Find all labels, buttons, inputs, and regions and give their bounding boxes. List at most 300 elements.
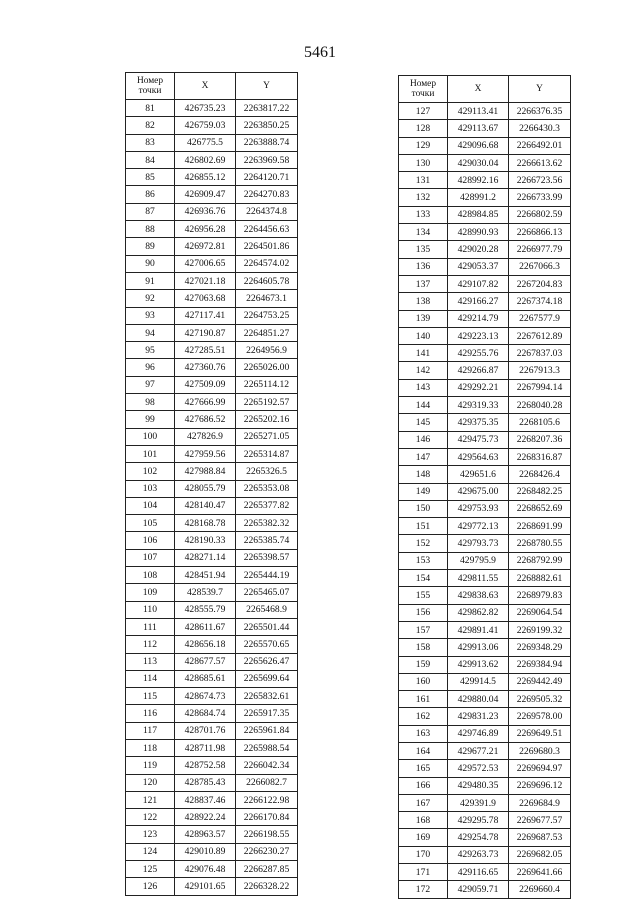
cell-point-number: 129 (399, 137, 448, 154)
header-x: X (175, 73, 236, 100)
table-row (126, 411, 298, 428)
cell-x: 429295.78 (448, 812, 509, 829)
cell-y: 2269505.32 (509, 691, 571, 708)
cell-point-number: 126 (126, 878, 175, 895)
cell-y: 2266082.7 (236, 774, 298, 791)
table-row (399, 431, 571, 448)
cell-x: 426775.5 (175, 134, 236, 151)
table-row (399, 742, 571, 759)
cell-x: 429053.37 (448, 258, 509, 275)
coordinates-table-right (398, 75, 571, 899)
cell-y: 2268040.28 (509, 397, 571, 414)
table-row (126, 584, 298, 601)
table-row (399, 483, 571, 500)
cell-point-number: 135 (399, 241, 448, 258)
cell-point-number: 157 (399, 621, 448, 638)
cell-point-number: 88 (126, 221, 175, 238)
cell-point-number: 95 (126, 342, 175, 359)
cell-y: 2269684.9 (509, 794, 571, 811)
cell-x: 429572.53 (448, 760, 509, 777)
table-row (399, 708, 571, 725)
cell-y: 2269677.57 (509, 812, 571, 829)
cell-y: 2266733.99 (509, 189, 571, 206)
cell-y: 2265917.35 (236, 705, 298, 722)
table-row (399, 829, 571, 846)
cell-x: 427959.56 (175, 445, 236, 462)
cell-point-number: 93 (126, 307, 175, 324)
cell-point-number: 91 (126, 272, 175, 289)
table-row (126, 739, 298, 756)
table-row (399, 258, 571, 275)
table-row (126, 221, 298, 238)
cell-x: 426956.28 (175, 221, 236, 238)
table-row (399, 604, 571, 621)
cell-point-number: 105 (126, 515, 175, 532)
cell-y: 2264753.25 (236, 307, 298, 324)
cell-x: 429675.00 (448, 483, 509, 500)
cell-point-number: 166 (399, 777, 448, 794)
cell-point-number: 108 (126, 567, 175, 584)
cell-y: 2267837.03 (509, 345, 571, 362)
cell-x: 427686.52 (175, 411, 236, 428)
cell-y: 2264605.78 (236, 272, 298, 289)
table-row (126, 272, 298, 289)
cell-y: 2264673.1 (236, 290, 298, 307)
cell-x: 428656.18 (175, 636, 236, 653)
cell-point-number: 90 (126, 255, 175, 272)
table-row (126, 307, 298, 324)
cell-point-number: 83 (126, 134, 175, 151)
cell-point-number: 154 (399, 570, 448, 587)
cell-point-number: 137 (399, 275, 448, 292)
cell-y: 2265385.74 (236, 532, 298, 549)
table-row (126, 376, 298, 393)
cell-point-number: 169 (399, 829, 448, 846)
cell-y: 2266613.62 (509, 154, 571, 171)
cell-y: 2264501.86 (236, 238, 298, 255)
table-row (399, 794, 571, 811)
cell-point-number: 121 (126, 791, 175, 808)
cell-x: 429746.89 (448, 725, 509, 742)
cell-x: 429651.6 (448, 466, 509, 483)
table-row (399, 552, 571, 569)
cell-x: 429166.27 (448, 293, 509, 310)
header-y: Y (236, 73, 298, 100)
table-row (399, 137, 571, 154)
table-row (399, 275, 571, 292)
cell-point-number: 150 (399, 500, 448, 517)
table-row (126, 809, 298, 826)
cell-point-number: 149 (399, 483, 448, 500)
cell-y: 2267066.3 (509, 258, 571, 275)
cell-y: 2264374.8 (236, 203, 298, 220)
cell-y: 2266287.85 (236, 861, 298, 878)
header-x: X (448, 76, 509, 103)
table-row (399, 103, 571, 120)
cell-x: 427666.99 (175, 394, 236, 411)
table-row (399, 189, 571, 206)
cell-y: 2265377.82 (236, 497, 298, 514)
cell-x: 429101.65 (175, 878, 236, 895)
cell-x: 427190.87 (175, 324, 236, 341)
cell-x: 429677.21 (448, 742, 509, 759)
table-row (399, 397, 571, 414)
table-row (399, 725, 571, 742)
cell-point-number: 140 (399, 327, 448, 344)
cell-y: 2263850.25 (236, 117, 298, 134)
table-row (399, 587, 571, 604)
cell-y: 2268482.25 (509, 483, 571, 500)
cell-point-number: 102 (126, 463, 175, 480)
cell-point-number: 123 (126, 826, 175, 843)
cell-point-number: 146 (399, 431, 448, 448)
cell-y: 2268316.87 (509, 448, 571, 465)
cell-x: 429292.21 (448, 379, 509, 396)
cell-y: 2266198.55 (236, 826, 298, 843)
cell-y: 2265398.57 (236, 549, 298, 566)
cell-y: 2265465.07 (236, 584, 298, 601)
cell-x: 426855.12 (175, 169, 236, 186)
table-row (126, 774, 298, 791)
cell-x: 428984.85 (448, 206, 509, 223)
cell-x: 429116.65 (448, 864, 509, 881)
cell-x: 428677.57 (175, 653, 236, 670)
cell-y: 2265202.16 (236, 411, 298, 428)
table-row (399, 846, 571, 863)
cell-y: 2266170.84 (236, 809, 298, 826)
table-row (399, 656, 571, 673)
cell-point-number: 136 (399, 258, 448, 275)
cell-y: 2265026.00 (236, 359, 298, 376)
cell-y: 2269687.53 (509, 829, 571, 846)
table-row (399, 448, 571, 465)
cell-y: 2266866.13 (509, 224, 571, 241)
table-row (399, 777, 571, 794)
cell-x: 428711.98 (175, 739, 236, 756)
cell-point-number: 128 (399, 120, 448, 137)
cell-point-number: 101 (126, 445, 175, 462)
cell-point-number: 125 (126, 861, 175, 878)
table-row (126, 238, 298, 255)
cell-point-number: 110 (126, 601, 175, 618)
cell-point-number: 81 (126, 100, 175, 117)
cell-y: 2265326.5 (236, 463, 298, 480)
cell-point-number: 111 (126, 618, 175, 635)
table-row (126, 428, 298, 445)
table-row (399, 224, 571, 241)
cell-x: 426759.03 (175, 117, 236, 134)
cell-y: 2265114.12 (236, 376, 298, 393)
cell-x: 429223.13 (448, 327, 509, 344)
cell-x: 429255.76 (448, 345, 509, 362)
cell-x: 429266.87 (448, 362, 509, 379)
cell-point-number: 119 (126, 757, 175, 774)
cell-point-number: 155 (399, 587, 448, 604)
cell-point-number: 127 (399, 103, 448, 120)
table-row (126, 791, 298, 808)
cell-point-number: 100 (126, 428, 175, 445)
cell-point-number: 159 (399, 656, 448, 673)
table-row (126, 100, 298, 117)
cell-y: 2269660.4 (509, 881, 571, 898)
table-row (126, 705, 298, 722)
cell-y: 2264574.02 (236, 255, 298, 272)
cell-point-number: 162 (399, 708, 448, 725)
table-row (126, 601, 298, 618)
table-row (399, 172, 571, 189)
cell-x: 429319.33 (448, 397, 509, 414)
cell-x: 429214.79 (448, 310, 509, 327)
cell-y: 2269442.49 (509, 673, 571, 690)
table-row (126, 480, 298, 497)
cell-x: 427826.9 (175, 428, 236, 445)
cell-point-number: 148 (399, 466, 448, 483)
cell-y: 2267612.89 (509, 327, 571, 344)
cell-x: 428991.2 (448, 189, 509, 206)
table-row (126, 134, 298, 151)
table-row (126, 463, 298, 480)
table-row (126, 290, 298, 307)
cell-x: 426909.47 (175, 186, 236, 203)
cell-point-number: 107 (126, 549, 175, 566)
cell-point-number: 124 (126, 843, 175, 860)
table-row (126, 636, 298, 653)
cell-y: 2263817.22 (236, 100, 298, 117)
table-row (126, 532, 298, 549)
cell-x: 429891.41 (448, 621, 509, 638)
table-row (126, 826, 298, 843)
cell-x: 426802.69 (175, 151, 236, 168)
cell-y: 2266723.56 (509, 172, 571, 189)
cell-x: 428555.79 (175, 601, 236, 618)
cell-x: 428837.46 (175, 791, 236, 808)
cell-y: 2269696.12 (509, 777, 571, 794)
cell-point-number: 87 (126, 203, 175, 220)
cell-x: 429375.35 (448, 414, 509, 431)
cell-point-number: 168 (399, 812, 448, 829)
cell-y: 2265501.44 (236, 618, 298, 635)
cell-point-number: 104 (126, 497, 175, 514)
cell-y: 2265468.9 (236, 601, 298, 618)
cell-x: 429793.73 (448, 535, 509, 552)
cell-y: 2269578.00 (509, 708, 571, 725)
cell-x: 429831.23 (448, 708, 509, 725)
table-row (399, 535, 571, 552)
cell-x: 427509.09 (175, 376, 236, 393)
table-row (126, 255, 298, 272)
table-row (126, 670, 298, 687)
table-row (399, 206, 571, 223)
table-header-row (126, 73, 298, 100)
cell-y: 2265626.47 (236, 653, 298, 670)
cell-y: 2265988.54 (236, 739, 298, 756)
cell-y: 2268652.69 (509, 500, 571, 517)
cell-x: 428271.14 (175, 549, 236, 566)
coordinates-table-left (125, 72, 298, 896)
cell-point-number: 133 (399, 206, 448, 223)
cell-y: 2269694.97 (509, 760, 571, 777)
cell-y: 2265570.65 (236, 636, 298, 653)
cell-point-number: 112 (126, 636, 175, 653)
cell-x: 429391.9 (448, 794, 509, 811)
cell-y: 2269680.3 (509, 742, 571, 759)
cell-x: 429880.04 (448, 691, 509, 708)
cell-y: 2264956.9 (236, 342, 298, 359)
cell-x: 429059.71 (448, 881, 509, 898)
cell-x: 429254.78 (448, 829, 509, 846)
cell-point-number: 98 (126, 394, 175, 411)
table-row (126, 722, 298, 739)
cell-y: 2265444.19 (236, 567, 298, 584)
cell-x: 428674.73 (175, 688, 236, 705)
cell-x: 429913.06 (448, 639, 509, 656)
table-row (399, 414, 571, 431)
table-row (126, 549, 298, 566)
table-row (126, 169, 298, 186)
table-header-row (399, 76, 571, 103)
cell-point-number: 114 (126, 670, 175, 687)
cell-y: 2265271.05 (236, 428, 298, 445)
cell-x: 429564.63 (448, 448, 509, 465)
cell-x: 428684.74 (175, 705, 236, 722)
cell-x: 429076.48 (175, 861, 236, 878)
cell-y: 2267994.14 (509, 379, 571, 396)
cell-point-number: 115 (126, 688, 175, 705)
cell-point-number: 143 (399, 379, 448, 396)
cell-x: 427117.41 (175, 307, 236, 324)
cell-y: 2265961.84 (236, 722, 298, 739)
cell-y: 2268691.99 (509, 518, 571, 535)
cell-x: 429020.28 (448, 241, 509, 258)
cell-point-number: 116 (126, 705, 175, 722)
table-row (126, 618, 298, 635)
cell-y: 2269199.32 (509, 621, 571, 638)
table-row (399, 812, 571, 829)
cell-x: 428168.78 (175, 515, 236, 532)
table-row (399, 466, 571, 483)
cell-x: 428992.16 (448, 172, 509, 189)
cell-x: 428685.61 (175, 670, 236, 687)
cell-y: 2269348.29 (509, 639, 571, 656)
table-row (399, 345, 571, 362)
cell-point-number: 132 (399, 189, 448, 206)
table-row (399, 639, 571, 656)
cell-y: 2268780.55 (509, 535, 571, 552)
cell-x: 428611.67 (175, 618, 236, 635)
table-row (126, 653, 298, 670)
cell-point-number: 138 (399, 293, 448, 310)
cell-point-number: 158 (399, 639, 448, 656)
cell-point-number: 139 (399, 310, 448, 327)
cell-point-number: 86 (126, 186, 175, 203)
table-row (126, 324, 298, 341)
cell-x: 429113.41 (448, 103, 509, 120)
cell-point-number: 131 (399, 172, 448, 189)
cell-point-number: 165 (399, 760, 448, 777)
table-row (126, 688, 298, 705)
cell-x: 427021.18 (175, 272, 236, 289)
cell-x: 428752.58 (175, 757, 236, 774)
cell-y: 2268792.99 (509, 552, 571, 569)
cell-y: 2267577.9 (509, 310, 571, 327)
cell-point-number: 151 (399, 518, 448, 535)
cell-y: 2266328.22 (236, 878, 298, 895)
cell-x: 429030.04 (448, 154, 509, 171)
cell-point-number: 97 (126, 376, 175, 393)
cell-point-number: 113 (126, 653, 175, 670)
cell-x: 428140.47 (175, 497, 236, 514)
cell-y: 2265699.64 (236, 670, 298, 687)
cell-x: 429010.89 (175, 843, 236, 860)
cell-y: 2265353.08 (236, 480, 298, 497)
cell-x: 428785.43 (175, 774, 236, 791)
cell-x: 429107.82 (448, 275, 509, 292)
cell-y: 2268207.36 (509, 431, 571, 448)
cell-x: 429914.5 (448, 673, 509, 690)
cell-x: 429811.55 (448, 570, 509, 587)
cell-y: 2269384.94 (509, 656, 571, 673)
cell-point-number: 122 (126, 809, 175, 826)
table-row (126, 445, 298, 462)
cell-x: 428190.33 (175, 532, 236, 549)
cell-point-number: 96 (126, 359, 175, 376)
cell-x: 428701.76 (175, 722, 236, 739)
cell-x: 429913.62 (448, 656, 509, 673)
table-row (126, 567, 298, 584)
cell-point-number: 164 (399, 742, 448, 759)
cell-y: 2264456.63 (236, 221, 298, 238)
cell-y: 2263888.74 (236, 134, 298, 151)
header-point-number: Номер точки (126, 73, 175, 100)
cell-y: 2269682.05 (509, 846, 571, 863)
cell-point-number: 106 (126, 532, 175, 549)
table-row (399, 120, 571, 137)
cell-point-number: 141 (399, 345, 448, 362)
cell-point-number: 134 (399, 224, 448, 241)
cell-y: 2268882.61 (509, 570, 571, 587)
cell-y: 2265832.61 (236, 688, 298, 705)
cell-point-number: 171 (399, 864, 448, 881)
table-row (399, 570, 571, 587)
cell-point-number: 170 (399, 846, 448, 863)
cell-x: 429096.68 (448, 137, 509, 154)
cell-y: 2269064.54 (509, 604, 571, 621)
cell-x: 429475.73 (448, 431, 509, 448)
table-row (126, 186, 298, 203)
cell-y: 2267913.3 (509, 362, 571, 379)
cell-point-number: 153 (399, 552, 448, 569)
table-row (399, 760, 571, 777)
cell-y: 2266492.01 (509, 137, 571, 154)
table-row (126, 342, 298, 359)
cell-point-number: 172 (399, 881, 448, 898)
table-row (399, 310, 571, 327)
cell-point-number: 152 (399, 535, 448, 552)
cell-x: 427988.84 (175, 463, 236, 480)
cell-y: 2266042.34 (236, 757, 298, 774)
cell-x: 428922.24 (175, 809, 236, 826)
cell-point-number: 144 (399, 397, 448, 414)
table-row (126, 394, 298, 411)
table-row (399, 379, 571, 396)
cell-x: 428990.93 (448, 224, 509, 241)
table-row (399, 881, 571, 898)
table-row (126, 117, 298, 134)
cell-x: 426936.76 (175, 203, 236, 220)
cell-point-number: 84 (126, 151, 175, 168)
cell-x: 428055.79 (175, 480, 236, 497)
cell-x: 429795.9 (448, 552, 509, 569)
